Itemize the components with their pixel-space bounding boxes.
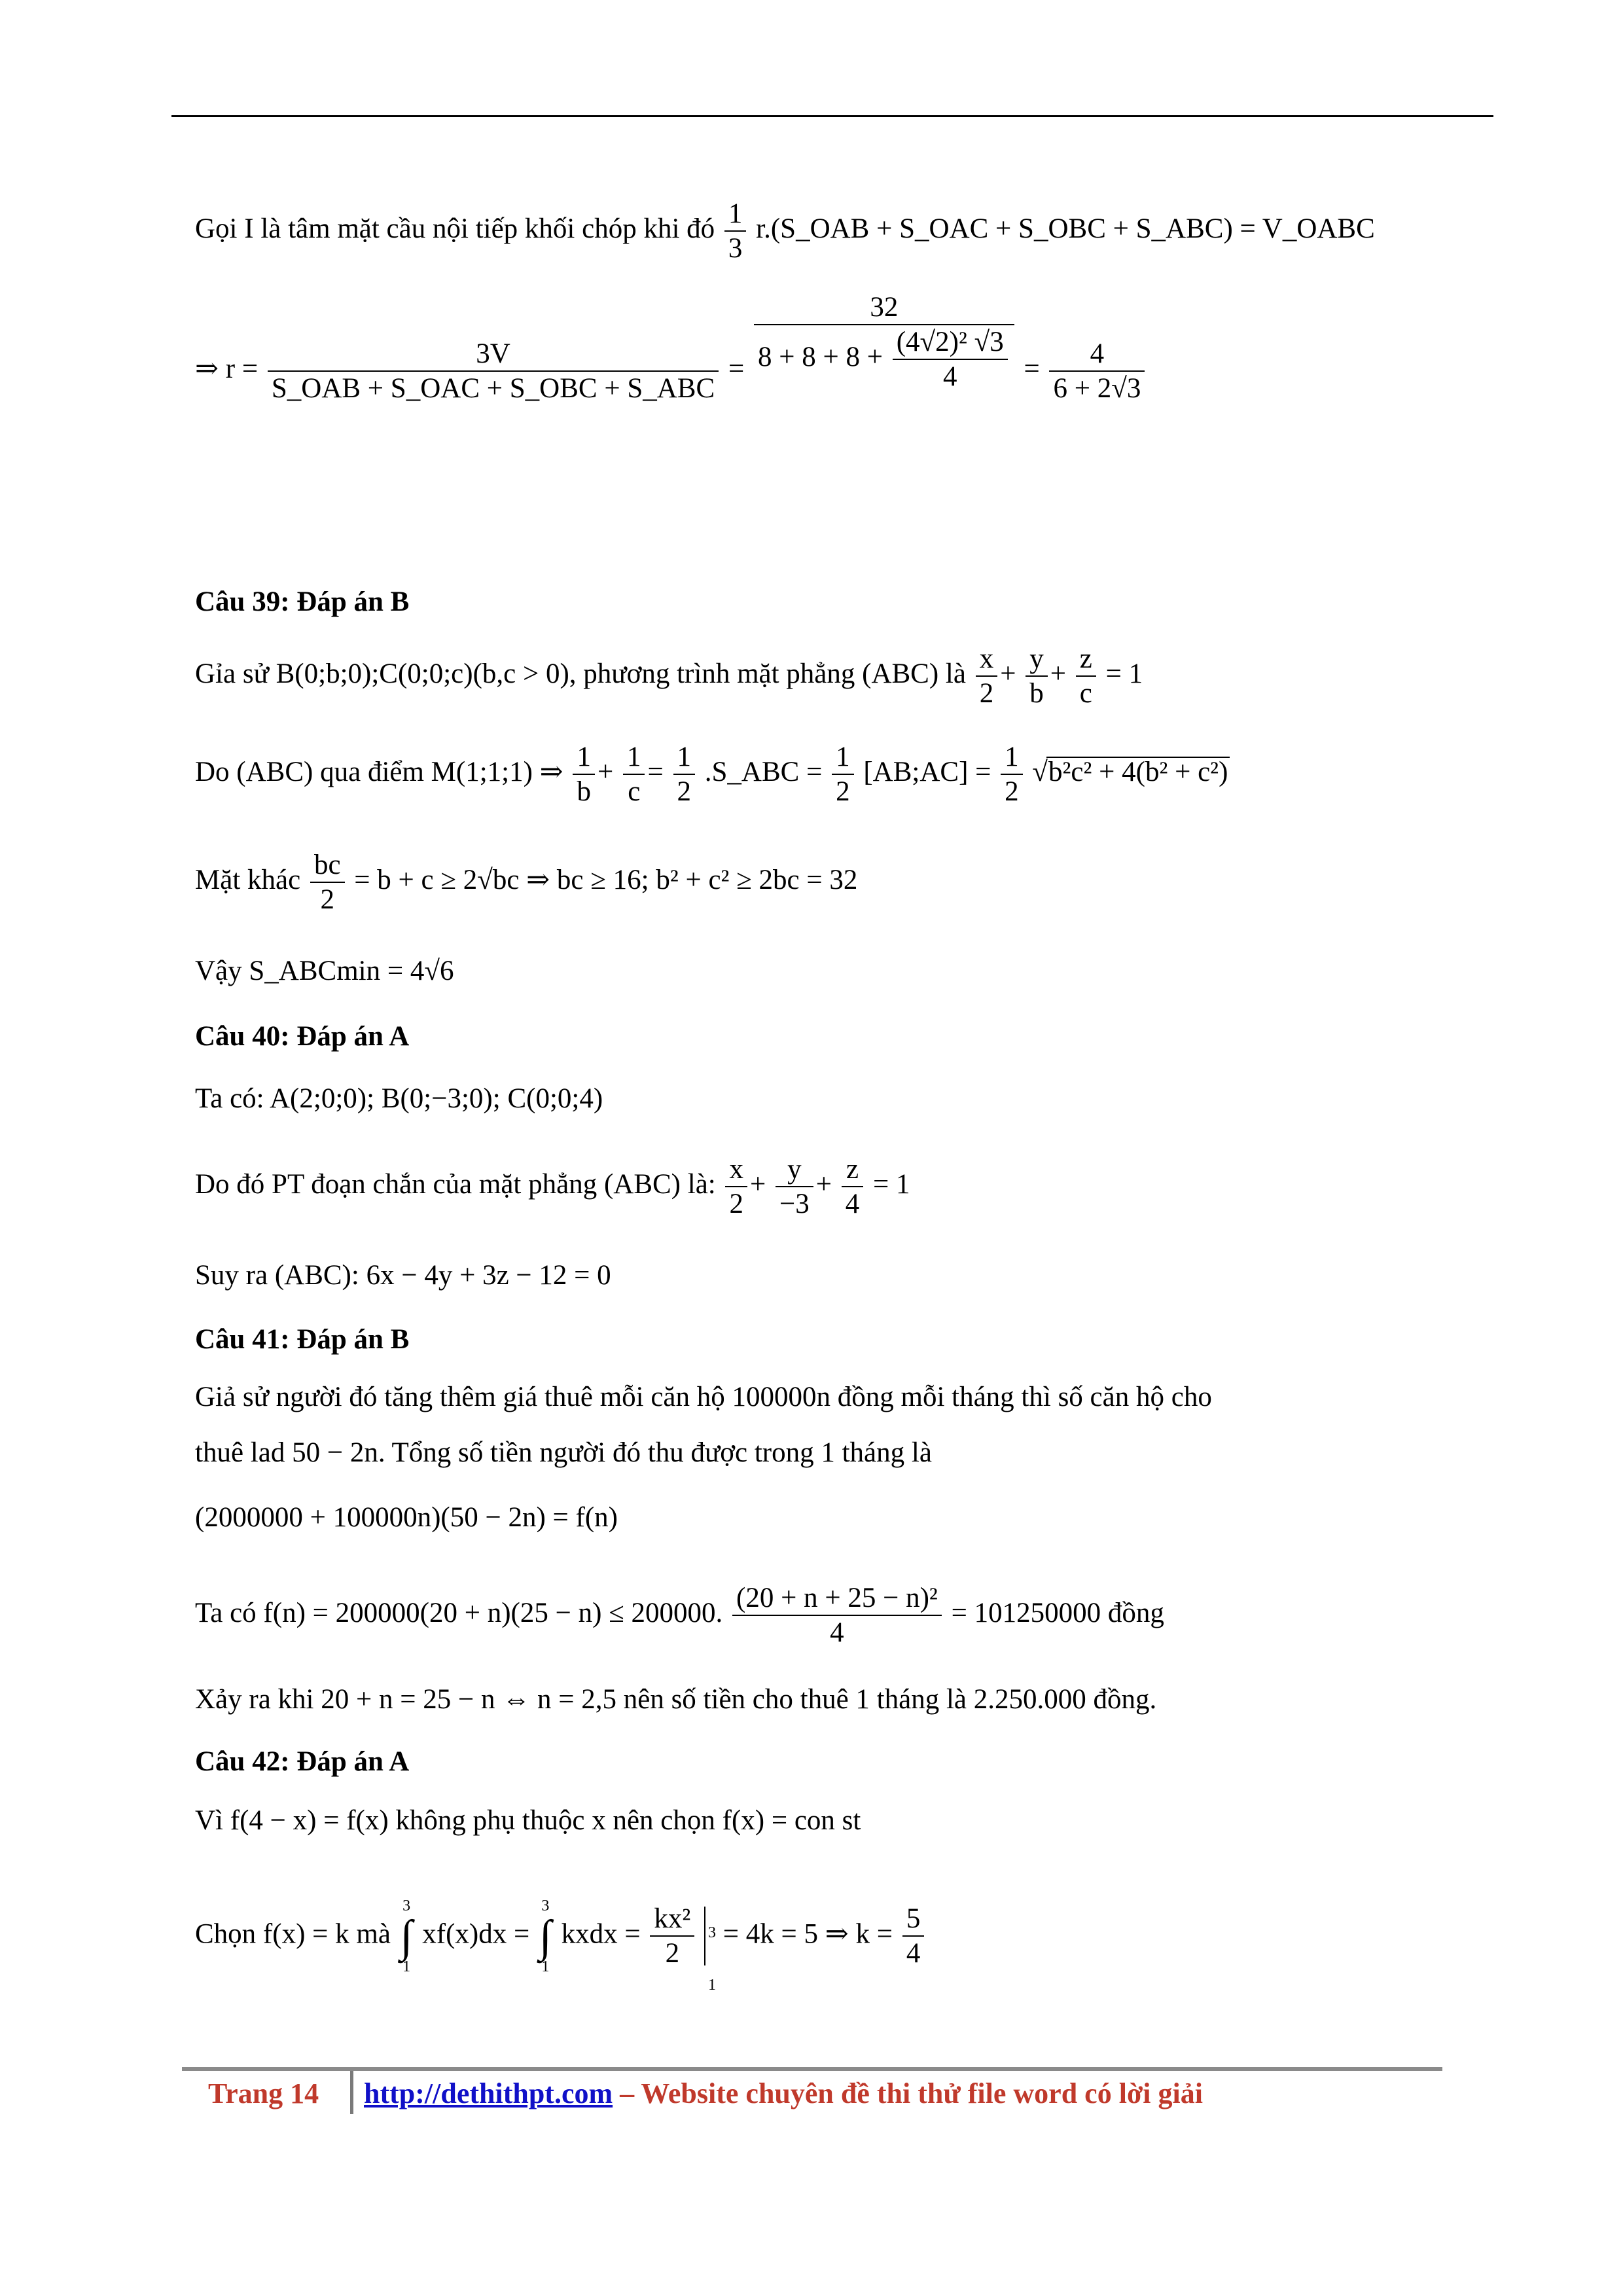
z-over-c: $\frac{z}{c}$: [1076, 645, 1096, 708]
q41-line1: Giả sử người đó tăng thêm giá thuê mỗi căn hộ 100000n đồng mỗi tháng thì số căn hộ cho: [195, 1382, 1212, 1412]
intro-formula: r.(S_OAB + S_OAC + S_OBC + S_ABC) = V_OABC: [756, 213, 1375, 244]
q40-l2-text: Do đó PT đoạn chắn của mặt phẳng (ABC) là:: [195, 1168, 716, 1200]
intro-text: Gọi I là tâm mặt cầu nội tiếp khối chóp khi đó: [195, 213, 715, 244]
r-den2-inner-fraction: [893, 328, 1008, 391]
q41-l4-text: Ta có f(n) = 200000(20 + n)(25 − n) ≤ 200000.: [195, 1597, 723, 1628]
q39-heading: Câu 39: Đáp án B: [195, 586, 410, 617]
q39-line3: [195, 851, 857, 914]
page-number: Trang 14: [208, 2077, 319, 2109]
r-fraction-3: [1049, 340, 1145, 403]
r-den2-prefix: 8 + 8 + 8 +: [757, 341, 883, 372]
q42-int1: xf(x)dx =: [422, 1918, 530, 1950]
r-num2: 32: [754, 293, 1014, 325]
footer-text: [364, 2077, 1203, 2110]
header-rule: [171, 115, 1493, 117]
z-over-4: $\frac{z}{4}$: [842, 1155, 864, 1218]
q42-int2: kxdx =: [561, 1918, 641, 1950]
q39-line4: Vậy S_ABCmin = 4√6: [195, 956, 454, 986]
r-lhs: ⇒ r =: [195, 353, 259, 384]
five-over-four: $\frac{5}{4}$: [902, 1905, 925, 1967]
website-link[interactable]: http://dethithpt.com: [364, 2077, 613, 2109]
q39-l3-text: Mặt khác: [195, 864, 301, 895]
kx2-over-2: $\frac{\text{kx²}}{2}$: [650, 1905, 694, 1967]
y-over-b: $\frac{y}{b}$: [1026, 645, 1048, 708]
q42-l2-text: Chọn f(x) = k mà: [195, 1918, 391, 1950]
r-num1: 3V: [268, 340, 719, 372]
q41-l4-fraction: [732, 1584, 942, 1647]
r-formula: ⇒ r = $\frac{3V}{\text{S\_OAB + S\_OAC + S\_OBC + S\_ABC}}$ = 32 8 + 8 + 8 + $\frac{\text{(4√2)² √3}}{4}$ = $\frac{4}{6 + 2√3}$: [195, 293, 1147, 403]
r-den1: S_OAB + S_OAC + S_OBC + S_ABC: [271, 373, 715, 404]
q42-l2-result: = 4k = 5 ⇒ k =: [722, 1918, 893, 1950]
q39-l2-text: Do (ABC) qua điểm M(1;1;1) ⇒: [195, 756, 563, 787]
q42-heading: Câu 42: Đáp án A: [195, 1746, 410, 1777]
one-third-fraction: $\frac{1}{3}$: [724, 200, 747, 262]
one-over-2-c: $\frac{1}{2}$: [1001, 743, 1023, 806]
footer-tagline: – Website chuyên đề thi thử file word có lời giải: [613, 2077, 1203, 2109]
r-den3: 6 + 2√3: [1053, 373, 1141, 404]
q40-line3: Suy ra (ABC): 6x − 4y + 3z − 12 = 0: [195, 1260, 611, 1291]
x-over-2-b: $\frac{x}{2}$: [725, 1155, 747, 1218]
r-num3: 4: [1049, 340, 1145, 372]
one-over-2-a: $\frac{1}{2}$: [673, 743, 696, 806]
footer-rule: [182, 2067, 1442, 2071]
integral-1: 3 ∫ 1: [400, 1897, 413, 1975]
q39-l2-cross: [AB;AC] =: [863, 756, 991, 787]
q41-l4-den: 4: [830, 1617, 844, 1648]
q40-line2: Do đó PT đoạn chắn của mặt phẳng (ABC) là: $\frac{x}{2}$ + $\frac{y}{-3}$ + $\frac{z}{4}$ = 1: [195, 1154, 910, 1219]
y-over-minus3: $\frac{y}{-3}$: [776, 1155, 813, 1218]
intro-line: [195, 200, 1375, 262]
bc-over-2: $\frac{bc}{2}$: [310, 851, 345, 914]
q41-line2: thuê lad 50 − 2n. Tổng số tiền người đó thu được trong 1 tháng là: [195, 1437, 932, 1468]
r-den2: [754, 325, 1014, 391]
q39-line1: Gỉa sử B(0;b;0);C(0;0;c)(b,c > 0), phương trình mặt phẳng (ABC) là $\frac{x}{2}$ + $\frac{y}{b}$ + $\frac{z}{c}$ = 1: [195, 643, 1143, 709]
q41-line4: [195, 1584, 1164, 1647]
one-over-c: $\frac{1}{c}$: [623, 743, 645, 806]
q41-l4-num: (20 + n + 25 − n)²: [732, 1584, 942, 1616]
one-over-2-b: $\frac{1}{2}$: [832, 743, 854, 806]
one-over-b: $\frac{1}{b}$: [573, 743, 595, 806]
q39-l2-area: .S_ABC =: [704, 756, 823, 787]
x-over-2: $\frac{x}{2}$: [976, 645, 998, 708]
q39-l1-eq: = 1: [1105, 658, 1143, 689]
q41-heading: Câu 41: Đáp án B: [195, 1324, 410, 1355]
footer-separator: [350, 2071, 353, 2114]
r-den2-inner-den: 4: [942, 361, 957, 392]
r-fraction-1: [268, 340, 719, 403]
q39-l3-ineq: = b + c ≥ 2√bc ⇒ bc ≥ 16; b² + c² ≥ 2bc = 32: [354, 864, 858, 895]
q39-l2-sqrt: b²c² + 4(b² + c²): [1046, 757, 1230, 786]
q39-line2: Do (ABC) qua điểm M(1;1;1) ⇒ $\frac{1}{b}$ + $\frac{1}{c}$ = $\frac{1}{2}$ .S_ABC = $\frac{1}{2}$ [AB;AC] = $\frac{1}{2}$ √b²c² + 4(b² + c²): [195, 743, 1230, 806]
q42-line2: [195, 1897, 927, 1994]
q41-l4-result: = 101250000 đồng: [951, 1597, 1164, 1628]
q41-line5: Xảy ra khi 20 + n = 25 − n ⇔ n = 2,5 nên số tiền cho thuê 1 tháng là 2.250.000 đồng.: [195, 1684, 1157, 1715]
q39-l1-text: Gỉa sử B(0;b;0);C(0;0;c)(b,c > 0), phương trình mặt phẳng (ABC) là: [195, 658, 966, 689]
eval-bar: 3 1: [704, 1907, 716, 1965]
q41-line3: (2000000 + 100000n)(50 − 2n) = f(n): [195, 1502, 618, 1533]
q40-l2-eq: = 1: [873, 1168, 910, 1200]
q42-line1: Vì f(4 − x) = f(x) không phụ thuộc x nên chọn f(x) = con st: [195, 1805, 861, 1836]
q40-line1: Ta có: A(2;0;0); B(0;−3;0); C(0;0;4): [195, 1083, 603, 1114]
r-den2-inner-num: (4√2)² √3: [893, 328, 1008, 360]
q40-heading: Câu 40: Đáp án A: [195, 1021, 410, 1052]
r-fraction-2: [754, 293, 1014, 391]
integral-2: 3 ∫ 1: [539, 1897, 552, 1975]
